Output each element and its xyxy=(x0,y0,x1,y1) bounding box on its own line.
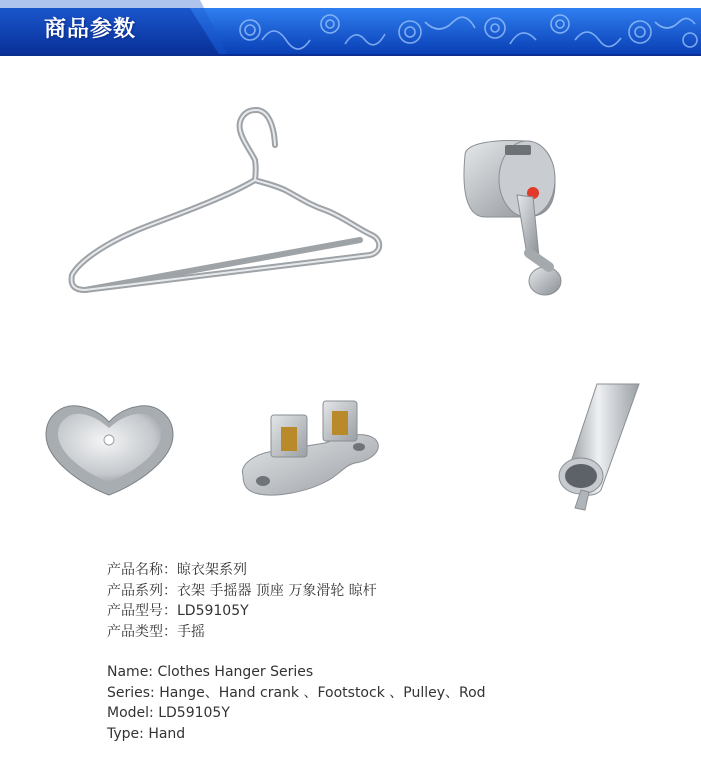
hanger-icon xyxy=(60,100,390,310)
spec-en-type: Type: Hand xyxy=(107,725,186,742)
pulley-image xyxy=(235,395,385,505)
page-title: 商品参数 xyxy=(44,17,137,42)
spec-cn-name: 产品名称：晾衣架系列 xyxy=(107,562,247,578)
hand-crank-image xyxy=(455,135,575,305)
header-banner xyxy=(0,0,701,56)
crank-icon xyxy=(455,135,575,305)
rod-image xyxy=(545,380,645,520)
heart-footstock-image xyxy=(42,400,177,500)
spec-cn-model: 产品型号：LD59105Y xyxy=(107,603,249,619)
pulley-icon xyxy=(235,395,385,505)
spec-cn-type: 产品类型：手摇 xyxy=(107,623,205,640)
spec-en-model: Model: LD59105Y xyxy=(107,705,230,721)
heart-base-icon xyxy=(42,400,177,500)
product-specs xyxy=(107,560,486,744)
spec-en-series: Series: Hange、Hand crank 、Footstock 、Pulley、Rod xyxy=(107,684,486,701)
clothes-hanger-image xyxy=(60,100,390,310)
spec-en-name: Name: Clothes Hanger Series xyxy=(107,664,314,680)
spec-cn-series: 产品系列：衣架 手摇器 顶座 万象滑轮 晾杆 xyxy=(107,582,377,599)
rod-icon xyxy=(545,380,645,520)
